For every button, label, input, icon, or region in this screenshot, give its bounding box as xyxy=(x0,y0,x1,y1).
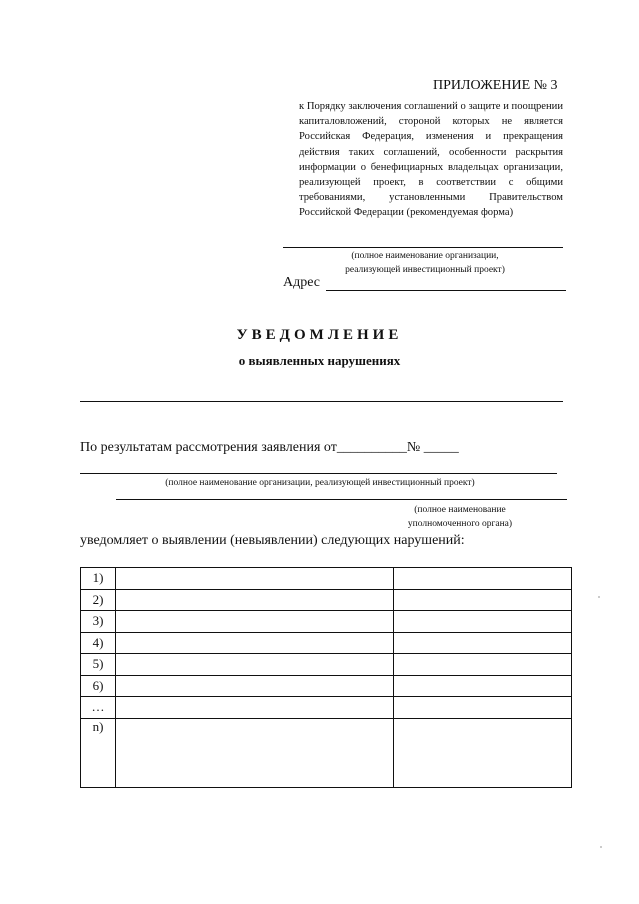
org-project-line xyxy=(80,473,557,474)
row-number: 1) xyxy=(81,568,116,590)
scan-speck xyxy=(598,596,600,598)
note-cell[interactable] xyxy=(394,568,572,590)
table-row xyxy=(81,697,572,719)
violation-cell[interactable] xyxy=(116,611,394,633)
org-caption-line-2: реализующей инвестиционный проект) xyxy=(345,265,505,275)
row-number: 3) xyxy=(81,611,116,633)
application-paragraph: По результатам рассмотрения заявления от__________№ _____ xyxy=(80,440,459,455)
document-title: УВЕДОМЛЕНИЕ xyxy=(236,327,403,343)
separator-line xyxy=(80,401,563,402)
org-project-caption: (полное наименование организации, реализующей инвестиционный проект) xyxy=(165,478,475,488)
note-cell[interactable] xyxy=(394,697,572,719)
row-number: 4) xyxy=(81,632,116,654)
authority-caption-line-2: уполномоченного органа) xyxy=(407,519,513,529)
table-row xyxy=(81,675,572,697)
appendix-title: ПРИЛОЖЕНИЕ № 3 xyxy=(433,78,558,93)
row-number: … xyxy=(81,697,116,719)
appendix-text: к Порядку заключения соглашений о защите и поощрении капиталовложений, стороной которых не является Российская Федерация, изменения и прекращения действия таких соглашений, особенности раскрытия информации о бенефициарных владельцах организации, реализующей проект, в соответствии с общими требованиями, установленными Правительством Российской Федерации (рекомендуемая форма) xyxy=(299,101,563,219)
note-cell[interactable] xyxy=(394,589,572,611)
table-row xyxy=(81,589,572,611)
violation-cell[interactable] xyxy=(116,632,394,654)
violation-cell[interactable] xyxy=(116,589,394,611)
row-number: n) xyxy=(81,718,116,787)
violation-cell[interactable] xyxy=(116,697,394,719)
org-name-caption xyxy=(300,249,550,277)
row-number: 6) xyxy=(81,675,116,697)
note-cell[interactable] xyxy=(394,611,572,633)
address-line xyxy=(326,290,566,291)
address-label: Адрес xyxy=(283,275,321,290)
org-caption-line-1: (полное наименование организации, xyxy=(351,251,499,261)
note-cell[interactable] xyxy=(394,654,572,676)
note-cell[interactable] xyxy=(394,632,572,654)
document-subtitle: о выявленных нарушениях xyxy=(238,353,401,368)
authority-caption-line-1: (полное наименование xyxy=(414,505,506,515)
row-number: 2) xyxy=(81,589,116,611)
notice-text: уведомляет о выявлении (невыявлении) следующих нарушений: xyxy=(80,533,465,548)
table-row xyxy=(81,611,572,633)
table-row xyxy=(81,568,572,590)
scan-speck xyxy=(600,846,602,848)
note-cell[interactable] xyxy=(394,675,572,697)
table-row xyxy=(81,718,572,787)
note-cell[interactable] xyxy=(394,718,572,787)
org-name-line xyxy=(283,247,563,248)
authority-line xyxy=(116,499,567,500)
row-number: 5) xyxy=(81,654,116,676)
violations-table xyxy=(80,567,572,788)
violation-cell[interactable] xyxy=(116,568,394,590)
violation-cell[interactable] xyxy=(116,654,394,676)
table-row xyxy=(81,654,572,676)
authority-caption xyxy=(380,503,540,531)
table-row xyxy=(81,632,572,654)
violation-cell[interactable] xyxy=(116,718,394,787)
violation-cell[interactable] xyxy=(116,675,394,697)
